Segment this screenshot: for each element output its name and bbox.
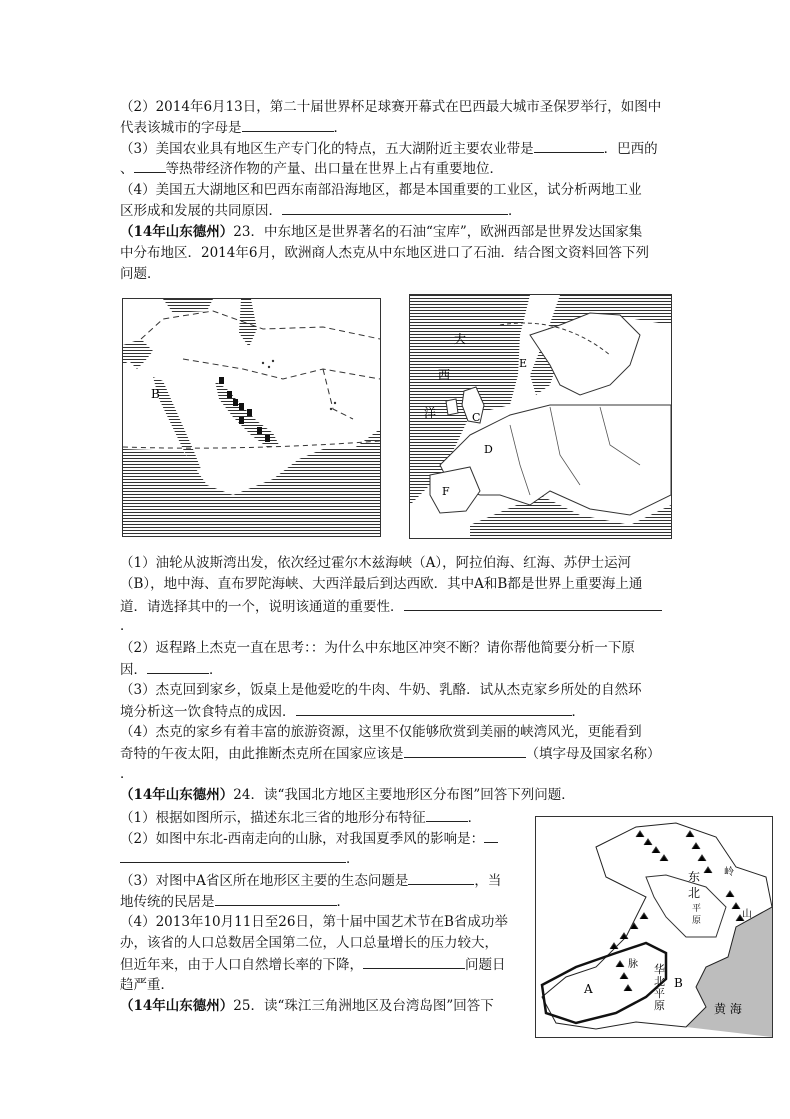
answer-blank[interactable] — [134, 158, 166, 173]
map-label-atlantic-3: 洋 — [424, 406, 437, 420]
q23-p1-line-3: 道．请选择其中的一个，说明该通道的重要性． — [120, 596, 662, 617]
map-label-shan: 山 — [742, 909, 752, 920]
q23-p3-line-1: （3）杰克回到家乡，饭桌上是他爱吃的牛肉、牛奶、乳酪．试从杰克家乡所处的自然环 — [120, 682, 642, 698]
q22-line-4: 、 等热带经济作物的产量、出口量在世界上占有重要地位． — [120, 158, 503, 179]
q22-line-1: （2）2014年6月13日，第二十届世界杯足球赛开幕式在巴西最大城市圣保罗举行，如图中 — [120, 99, 662, 115]
q24-p2-cont: ． — [120, 848, 360, 869]
map-label-d: D — [484, 443, 493, 456]
answer-blank[interactable] — [282, 200, 508, 215]
map-label-ping: 平 — [692, 904, 702, 914]
q23-p4-line-2: 奇特的午夜太阳，由此推断杰克所在国家应该是 （填字母及国家名称） — [120, 743, 661, 764]
map-label-e: E — [519, 357, 528, 370]
map-label-b: B — [151, 387, 160, 401]
q22-line-2: 代表该城市的字母是 ． — [120, 117, 347, 138]
answer-blank[interactable] — [120, 848, 346, 863]
q23-p1-line-4: ． — [120, 618, 134, 634]
q24-p4-line-3: 但近年来，由于人口自然增长率的下降， 问题日 — [120, 954, 506, 975]
q23-p3-line-2: 境分析这一饮食特点的成因． ． — [120, 701, 585, 722]
q24-p1: （1）根据如图所示，描述东北三省的地形分布特征 ． — [120, 807, 481, 828]
map-label-a: A — [584, 982, 593, 996]
q22-line-3: （3）美国农业具有地区生产专门化的特点，五大湖附近主要农业带是 ．巴西的 — [120, 138, 658, 159]
answer-blank[interactable] — [147, 659, 209, 674]
map-label-mai: 脉 — [628, 959, 638, 970]
q22-line-6: 区形成和发展的共同原因． ． — [120, 200, 522, 221]
q23-p2-line-1: （2）返程路上杰克一直在思考：：为什么中东地区冲突不断？请你帮他简要分析一下原 — [120, 640, 635, 656]
q24-p4-line-1: （4）2013年10月11日至26日，第十届中国艺术节在B省成功举 — [120, 914, 508, 930]
map-label-ling: 岭 — [724, 867, 734, 878]
q23-p1-line-2: （B），地中海、直布罗陀海峡、大西洋最后到达西欧．其中A和B都是世界上重要海上通 — [120, 576, 643, 592]
map-label-yuan: 原 — [692, 916, 702, 926]
map-label-b: B — [674, 976, 683, 990]
answer-blank[interactable] — [534, 138, 604, 153]
source-tag: （14年山东德州） — [120, 224, 234, 240]
answer-blank[interactable] — [363, 954, 465, 969]
map-label-c: C — [472, 411, 481, 424]
map-label-bei2: 北 — [654, 975, 665, 988]
answer-blank[interactable] — [404, 596, 662, 611]
q24-p3-line-2: 地传统的民居是 ． — [120, 891, 350, 912]
middle-east-map — [122, 298, 381, 537]
answer-blank[interactable] — [215, 891, 337, 906]
map-label-hua: 华 — [654, 963, 665, 976]
map-label-atlantic-1: 大 — [454, 332, 467, 346]
q25-line-1: （14年山东德州）25．读“珠江三角洲地区及台湾岛图”回答下 — [120, 998, 494, 1014]
europe-map — [409, 294, 672, 539]
map-label-atlantic-2: 西 — [438, 368, 451, 382]
q23-p4-line-1: （4）杰克的家乡有着丰富的旅游资源，这里不仅能够欣赏到美丽的峡湾风光，更能看到 — [120, 724, 642, 740]
answer-blank[interactable] — [484, 828, 498, 843]
map-label-ping2: 平 — [654, 987, 665, 1000]
answer-blank[interactable] — [242, 117, 334, 132]
source-tag: （14年山东德州） — [120, 787, 234, 803]
map-label-yuan2: 原 — [654, 999, 665, 1012]
q24-p4-line-4: 趋严重． — [120, 977, 174, 993]
q23-line-2: 中分布地区．2014年6月，欧洲商人杰克从中东地区进口了石油．结合图文资料回答下列 — [120, 245, 649, 261]
answer-blank[interactable] — [404, 743, 526, 758]
answer-blank[interactable] — [426, 807, 468, 822]
q23-line-3: 问题． — [120, 266, 161, 282]
q24-p2: （2）如图中东北-西南走向的山脉，对我国夏季风的影响是： — [120, 828, 498, 849]
source-tag: （14年山东德州） — [120, 998, 234, 1014]
map-label-f: F — [442, 485, 450, 498]
answer-blank[interactable] — [296, 701, 572, 716]
q22-line-5: （4）美国五大湖地区和巴西东南部沿海地区，都是本国重要的工业区，试分析两地工业 — [120, 182, 642, 198]
map-label-huanghai: 黄 海 — [714, 1002, 742, 1016]
q24-p4-line-2: 办，该省的人口总数居全国第二位，人口总量增长的压力较大， — [120, 935, 498, 951]
map-label-bei: 北 — [688, 886, 701, 900]
q23-p4-line-3: ． — [120, 766, 134, 782]
q23-p2-line-2: 因． ． — [120, 659, 223, 680]
q24-line-1: （14年山东德州）24．读“我国北方地区主要地形区分布图”回答下列问题． — [120, 787, 575, 803]
map-label-dong: 东 — [688, 870, 701, 884]
q23-line-1: （14年山东德州）23．中东地区是世界著名的石油“宝库”，欧洲西部是世界发达国家集 — [120, 224, 643, 240]
answer-blank[interactable] — [408, 870, 474, 885]
q24-p3-line-1: （3）对图中A省区所在地形区主要的生态问题是 ，当 — [120, 870, 501, 891]
q23-p1-line-1: （1）油轮从波斯湾出发，依次经过霍尔木兹海峡（A），阿拉伯海、红海、苏伊士运河 — [120, 555, 632, 571]
north-china-map — [535, 816, 773, 1038]
